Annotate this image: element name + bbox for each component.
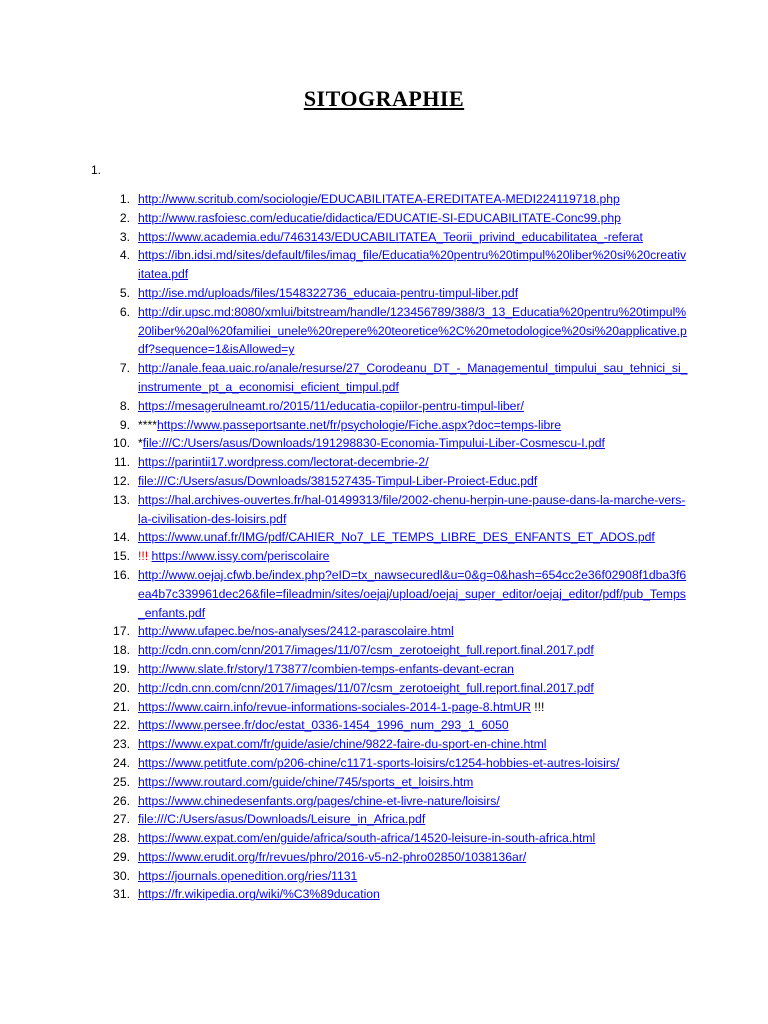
hyperlink[interactable]: https://www.expat.com/en/guide/africa/south-africa/14520-leisure-in-south-africa.html: [138, 831, 596, 846]
hyperlink[interactable]: https://www.cairn.info/revue-informations-sociales-2014-1-page-8.htmUR: [138, 699, 531, 714]
hyperlink[interactable]: https://www.passeportsante.net/fr/psychologie/Fiche.aspx?doc=temps-libre: [156, 417, 562, 432]
list-item: [108, 284, 688, 303]
list-item-number: 27.: [113, 812, 130, 827]
list-item-number: 31.: [113, 887, 130, 902]
list-item-number: 9.: [119, 417, 130, 432]
list-item-number: 4.: [119, 248, 130, 263]
list-item-number: 22.: [113, 718, 130, 733]
list-item-number: 18.: [113, 643, 130, 658]
hyperlink[interactable]: https://www.persee.fr/doc/estat_0336-1454_1996_num_293_1_6050: [138, 718, 509, 733]
list-item-number: 1.: [119, 192, 130, 206]
hyperlink[interactable]: https://hal.archives-ouvertes.fr/hal-01499313/file/2002-chenu-herpin-une-pause-dans-la-marche-vers-la-civilisation-des-loisirs.pdf: [138, 492, 686, 526]
list-item-number: 7.: [119, 361, 130, 376]
list-item: [108, 829, 688, 848]
page-title: SITOGRAPHIE: [303, 86, 465, 111]
hyperlink[interactable]: http://www.ufapec.be/nos-analyses/2412-parascolaire.html: [138, 624, 454, 639]
hyperlink[interactable]: https://www.routard.com/guide/chine/745/sports_et_loisirs.htm: [138, 774, 474, 789]
hyperlink[interactable]: http://www.slate.fr/story/173877/combien-temps-enfants-devant-ecran: [138, 661, 514, 676]
hyperlink[interactable]: http://www.rasfoiesc.com/educatie/didactica/EDUCATIE-SI-EDUCABILITATE-Conc99.php: [138, 210, 621, 225]
list-item: [108, 641, 688, 660]
hyperlink[interactable]: https://mesagerulneamt.ro/2015/11/educatia-copiilor-pentru-timpul-liber/: [138, 398, 524, 413]
list-item-number: 15.: [113, 549, 130, 564]
list-item-number: 8.: [119, 398, 130, 413]
list-item-number: 3.: [119, 229, 130, 244]
list-item: [108, 810, 688, 829]
list-item-number: 13.: [113, 492, 130, 507]
hyperlink[interactable]: https://journals.openedition.org/ries/1131: [138, 868, 358, 883]
list-item: [108, 303, 688, 359]
list-item: [108, 491, 688, 529]
list-item: [108, 735, 688, 754]
hyperlink[interactable]: http://anale.feaa.uaic.ro/anale/resurse/27_Corodeanu_DT_-_Managementul_timpului_sau_tehnici_si_instrumente_pt_a_economisi_eficient_timpul.pdf: [138, 361, 688, 394]
list-item-prefix: !!!: [138, 549, 152, 564]
list-item-number: 23.: [113, 737, 130, 752]
hyperlink[interactable]: http://ise.md/uploads/files/1548322736_educaia-pentru-timpul-liber.pdf: [138, 285, 519, 300]
hyperlink[interactable]: http://cdn.cnn.com/cnn/2017/images/11/07/csm_zerotoeight_full.report.final.2017.pdf: [138, 680, 594, 695]
list-item: [108, 190, 688, 209]
hyperlink[interactable]: http://cdn.cnn.com/cnn/2017/images/11/07/csm_zerotoeight_full.report.final.2017.pdf: [138, 643, 594, 658]
list-item-number: 20.: [113, 680, 130, 695]
hyperlink[interactable]: file:///C:/Users/asus/Downloads/191298830-Economia-Timpului-Liber-Cosmescu-I.pdf: [142, 436, 605, 451]
hyperlink[interactable]: https://www.petitfute.com/p206-chine/c1171-sports-loisirs/c1254-hobbies-et-autres-loisirs/: [138, 755, 620, 770]
hyperlink[interactable]: https://www.chinedesenfants.org/pages/chine-et-livre-nature/loisirs/: [138, 793, 500, 808]
list-item: [108, 679, 688, 698]
list-item: [108, 660, 688, 679]
list-item: [108, 359, 688, 397]
list-item-number: 12.: [113, 473, 130, 488]
list-item: [108, 622, 688, 641]
list-item: [108, 246, 688, 284]
list-item: [108, 434, 688, 453]
list-item-number: 24.: [113, 755, 130, 770]
list-item: [108, 754, 688, 773]
list-item: [108, 792, 688, 811]
list-item-number: 25.: [113, 774, 130, 789]
list-item-number: 28.: [113, 831, 130, 846]
hyperlink[interactable]: https://www.expat.com/fr/guide/asie/chine/9822-faire-du-sport-en-chine.html: [138, 737, 547, 752]
hyperlink[interactable]: file:///C:/Users/asus/Downloads/381527435-Timpul-Liber-Proiect-Educ.pdf: [138, 473, 538, 488]
list-item: [108, 547, 688, 566]
list-item-number: 30.: [113, 868, 130, 883]
list-item-number: 16.: [113, 567, 130, 582]
hyperlink[interactable]: http://www.scritub.com/sociologie/EDUCABILITATEA-EREDITATEA-MEDI224119718.php: [138, 192, 620, 206]
list-item-number: 19.: [113, 661, 130, 676]
list-item-number: 10.: [113, 436, 130, 451]
hyperlink[interactable]: https://www.erudit.org/fr/revues/phro/2016-v5-n2-phro02850/1038136ar/: [138, 849, 527, 864]
list-item-prefix: *: [138, 436, 143, 451]
hyperlink[interactable]: https://fr.wikipedia.org/wiki/%C3%89ducation: [138, 887, 380, 902]
outer-list-number: 1.: [91, 163, 102, 177]
list-item: [108, 848, 688, 867]
list-item: [108, 773, 688, 792]
hyperlink[interactable]: file:///C:/Users/asus/Downloads/Leisure_in_Africa.pdf: [138, 812, 426, 827]
list-item-number: 21.: [113, 699, 130, 714]
list-item-number: 2.: [119, 210, 130, 225]
list-item: [108, 472, 688, 491]
list-item-number: 5.: [119, 285, 130, 300]
list-item-number: 14.: [113, 530, 130, 545]
hyperlink[interactable]: http://dir.upsc.md:8080/xmlui/bitstream/handle/123456789/388/3_13_Educatia%20pentru%20timpul%20liber%20al%20familiei_unele%20repere%20teoretice%2C%20metodologice%20si%20applicative.pdf?sequence=1&isAllowed=y: [138, 304, 687, 357]
list-item: [108, 528, 688, 547]
hyperlink[interactable]: https://www.unaf.fr/IMG/pdf/CAHIER_No7_LE_TEMPS_LIBRE_DES_ENFANTS_ET_ADOS.pdf: [138, 530, 655, 545]
list-item-number: 17.: [113, 624, 130, 639]
list-item: [108, 867, 688, 886]
list-item-number: 29.: [113, 849, 130, 864]
list-item-number: 26.: [113, 793, 130, 808]
bibliography-list: [108, 190, 688, 904]
list-item: [108, 228, 688, 247]
list-item: [108, 698, 688, 717]
hyperlink[interactable]: https://www.issy.com/periscolaire: [151, 549, 330, 564]
hyperlink[interactable]: https://www.academia.edu/7463143/EDUCABILITATEA_Teorii_privind_educabilitatea_-referat: [138, 229, 643, 244]
list-item-suffix: !!!: [530, 699, 545, 714]
list-item: [108, 453, 688, 472]
hyperlink[interactable]: https://ibn.idsi.md/sites/default/files/imag_file/Educatia%20pentru%20timpul%20liber%20si%20creativitatea.pdf: [138, 248, 687, 282]
list-item: [108, 885, 688, 904]
list-item: [108, 416, 688, 435]
list-item: [108, 209, 688, 228]
list-item-number: 6.: [119, 304, 130, 319]
list-item-number: 11.: [113, 455, 130, 470]
list-item: [108, 716, 688, 735]
hyperlink[interactable]: http://www.oejaj.cfwb.be/index.php?eID=tx_nawsecuredl&u=0&g=0&hash=654cc2e36f02908f1dba3f6ea4b7c339961dec26&file=fileadmin/sites/oejaj/upload/oejaj_super_editor/oejaj_editor/pdf/pub_Temps_enfants.pdf: [138, 567, 687, 620]
list-item: [108, 566, 688, 622]
list-item: [108, 397, 688, 416]
hyperlink[interactable]: https://parintii17.wordpress.com/lectorat-decembrie-2/: [138, 455, 429, 470]
list-item-prefix: ****: [138, 417, 157, 432]
